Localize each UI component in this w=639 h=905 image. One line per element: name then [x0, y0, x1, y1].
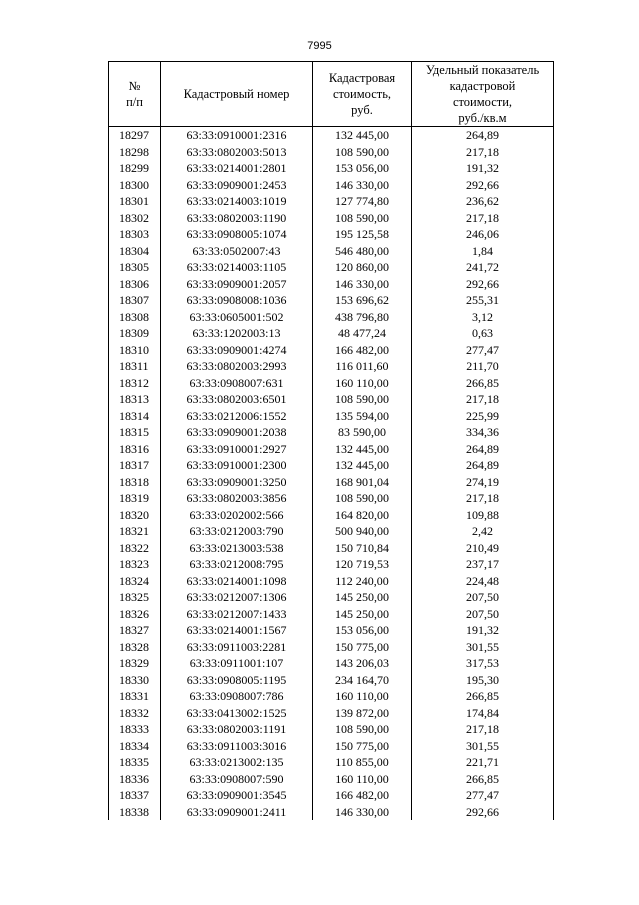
cadastral-value: 132 445,00 — [313, 441, 412, 458]
table-row — [109, 771, 554, 788]
header-cadastral-number: Кадастровый номер — [161, 62, 313, 127]
cadastral-number: 63:33:0910001:2316 — [161, 127, 313, 144]
header-cadastral-value: Кадастровая стоимость, руб. — [313, 62, 412, 127]
cadastral-number: 63:33:0413002:1525 — [161, 705, 313, 722]
row-num: 18330 — [109, 672, 161, 689]
cadastral-value: 166 482,00 — [313, 787, 412, 804]
row-num: 18301 — [109, 193, 161, 210]
row-num: 18306 — [109, 276, 161, 293]
cadastral-value: 146 330,00 — [313, 804, 412, 821]
table-row — [109, 193, 554, 210]
cadastral-value: 145 250,00 — [313, 589, 412, 606]
specific-value: 241,72 — [412, 259, 554, 276]
cadastral-value: 500 940,00 — [313, 523, 412, 540]
row-num: 18299 — [109, 160, 161, 177]
specific-value: 301,55 — [412, 639, 554, 656]
row-num: 18326 — [109, 606, 161, 623]
cadastral-value: 153 056,00 — [313, 160, 412, 177]
row-num: 18319 — [109, 490, 161, 507]
row-num: 18322 — [109, 540, 161, 557]
specific-value: 277,47 — [412, 787, 554, 804]
cadastral-number: 63:33:0502007:43 — [161, 243, 313, 260]
table-row — [109, 655, 554, 672]
specific-value: 109,88 — [412, 507, 554, 524]
specific-value: 211,70 — [412, 358, 554, 375]
table-row — [109, 408, 554, 425]
specific-value: 264,89 — [412, 127, 554, 144]
cadastral-value: 112 240,00 — [313, 573, 412, 590]
table-row — [109, 688, 554, 705]
cadastral-value: 108 590,00 — [313, 490, 412, 507]
table-row — [109, 259, 554, 276]
specific-value: 334,36 — [412, 424, 554, 441]
cadastral-number: 63:33:0802003:1190 — [161, 210, 313, 227]
specific-value: 266,85 — [412, 771, 554, 788]
table-row — [109, 474, 554, 491]
cadastral-value: 116 011,60 — [313, 358, 412, 375]
cadastral-value: 160 110,00 — [313, 688, 412, 705]
cadastral-value: 132 445,00 — [313, 457, 412, 474]
table-row — [109, 342, 554, 359]
cadastral-value: 160 110,00 — [313, 375, 412, 392]
specific-value: 301,55 — [412, 738, 554, 755]
specific-value: 217,18 — [412, 721, 554, 738]
cadastral-number: 63:33:0214001:2801 — [161, 160, 313, 177]
cadastral-value-table — [108, 61, 554, 820]
specific-value: 2,42 — [412, 523, 554, 540]
cadastral-number: 63:33:0212007:1433 — [161, 606, 313, 623]
cadastral-value: 135 594,00 — [313, 408, 412, 425]
cadastral-number: 63:33:0909001:2453 — [161, 177, 313, 194]
row-num: 18336 — [109, 771, 161, 788]
specific-value: 0,63 — [412, 325, 554, 342]
row-num: 18321 — [109, 523, 161, 540]
cadastral-number: 63:33:0910001:2300 — [161, 457, 313, 474]
cadastral-value: 150 710,84 — [313, 540, 412, 557]
cadastral-number: 63:33:0909001:2057 — [161, 276, 313, 293]
cadastral-number: 63:33:0909001:2411 — [161, 804, 313, 821]
row-num: 18334 — [109, 738, 161, 755]
row-num: 18308 — [109, 309, 161, 326]
cadastral-value: 139 872,00 — [313, 705, 412, 722]
cadastral-number: 63:33:0909001:4274 — [161, 342, 313, 359]
table-row — [109, 226, 554, 243]
cadastral-value: 145 250,00 — [313, 606, 412, 623]
cadastral-number: 63:33:0909001:2038 — [161, 424, 313, 441]
cadastral-number: 63:33:0212007:1306 — [161, 589, 313, 606]
specific-value: 3,12 — [412, 309, 554, 326]
table-row — [109, 441, 554, 458]
cadastral-value: 143 206,03 — [313, 655, 412, 672]
specific-value: 264,89 — [412, 441, 554, 458]
row-num: 18335 — [109, 754, 161, 771]
row-num: 18333 — [109, 721, 161, 738]
specific-value: 221,71 — [412, 754, 554, 771]
row-num: 18315 — [109, 424, 161, 441]
row-num: 18300 — [109, 177, 161, 194]
specific-value: 277,47 — [412, 342, 554, 359]
specific-value: 236,62 — [412, 193, 554, 210]
cadastral-value: 110 855,00 — [313, 754, 412, 771]
cadastral-value: 153 056,00 — [313, 622, 412, 639]
table-row — [109, 160, 554, 177]
row-num: 18305 — [109, 259, 161, 276]
table-row — [109, 540, 554, 557]
row-num: 18298 — [109, 144, 161, 161]
cadastral-value: 234 164,70 — [313, 672, 412, 689]
row-num: 18337 — [109, 787, 161, 804]
cadastral-number: 63:33:0908005:1074 — [161, 226, 313, 243]
table-row — [109, 127, 554, 144]
row-num: 18313 — [109, 391, 161, 408]
table-body — [109, 127, 554, 821]
specific-value: 207,50 — [412, 606, 554, 623]
table-row — [109, 523, 554, 540]
cadastral-value: 166 482,00 — [313, 342, 412, 359]
cadastral-value: 164 820,00 — [313, 507, 412, 524]
table-row — [109, 177, 554, 194]
cadastral-number: 63:33:0908008:1036 — [161, 292, 313, 309]
cadastral-number: 63:33:0911003:2281 — [161, 639, 313, 656]
table-row — [109, 507, 554, 524]
cadastral-number: 63:33:0908007:590 — [161, 771, 313, 788]
table-row — [109, 144, 554, 161]
cadastral-number: 63:33:0802003:1191 — [161, 721, 313, 738]
cadastral-value: 150 775,00 — [313, 639, 412, 656]
specific-value: 225,99 — [412, 408, 554, 425]
row-num: 18327 — [109, 622, 161, 639]
table-row — [109, 754, 554, 771]
cadastral-value: 160 110,00 — [313, 771, 412, 788]
specific-value: 255,31 — [412, 292, 554, 309]
table-row — [109, 606, 554, 623]
specific-value: 264,89 — [412, 457, 554, 474]
specific-value: 207,50 — [412, 589, 554, 606]
cadastral-value: 127 774,80 — [313, 193, 412, 210]
specific-value: 217,18 — [412, 391, 554, 408]
table-row — [109, 490, 554, 507]
cadastral-number: 63:33:1202003:13 — [161, 325, 313, 342]
row-num: 18316 — [109, 441, 161, 458]
page-number: 7995 — [307, 40, 332, 52]
table-row — [109, 292, 554, 309]
row-num: 18310 — [109, 342, 161, 359]
cadastral-value: 438 796,80 — [313, 309, 412, 326]
specific-value: 191,32 — [412, 160, 554, 177]
specific-value: 292,66 — [412, 177, 554, 194]
cadastral-number: 63:33:0214001:1098 — [161, 573, 313, 590]
table-row — [109, 573, 554, 590]
header-num: № п/п — [109, 62, 161, 127]
cadastral-number: 63:33:0214001:1567 — [161, 622, 313, 639]
cadastral-number: 63:33:0908005:1195 — [161, 672, 313, 689]
row-num: 18325 — [109, 589, 161, 606]
table-row — [109, 276, 554, 293]
row-num: 18320 — [109, 507, 161, 524]
cadastral-value: 146 330,00 — [313, 276, 412, 293]
specific-value: 217,18 — [412, 210, 554, 227]
row-num: 18331 — [109, 688, 161, 705]
row-num: 18307 — [109, 292, 161, 309]
cadastral-number: 63:33:0212003:790 — [161, 523, 313, 540]
cadastral-value: 150 775,00 — [313, 738, 412, 755]
table-row — [109, 309, 554, 326]
cadastral-value: 83 590,00 — [313, 424, 412, 441]
specific-value: 217,18 — [412, 144, 554, 161]
specific-value: 317,53 — [412, 655, 554, 672]
table-row — [109, 358, 554, 375]
specific-value: 195,30 — [412, 672, 554, 689]
row-num: 18303 — [109, 226, 161, 243]
specific-value: 266,85 — [412, 688, 554, 705]
cadastral-number: 63:33:0911001:107 — [161, 655, 313, 672]
cadastral-value: 108 590,00 — [313, 391, 412, 408]
specific-value: 217,18 — [412, 490, 554, 507]
row-num: 18304 — [109, 243, 161, 260]
row-num: 18317 — [109, 457, 161, 474]
row-num: 18312 — [109, 375, 161, 392]
cadastral-number: 63:33:0910001:2927 — [161, 441, 313, 458]
cadastral-value: 132 445,00 — [313, 127, 412, 144]
table-row — [109, 391, 554, 408]
table-row — [109, 457, 554, 474]
cadastral-number: 63:33:0909001:3250 — [161, 474, 313, 491]
table-row — [109, 325, 554, 342]
specific-value: 237,17 — [412, 556, 554, 573]
specific-value: 224,48 — [412, 573, 554, 590]
cadastral-number: 63:33:0911003:3016 — [161, 738, 313, 755]
cadastral-number: 63:33:0802003:3856 — [161, 490, 313, 507]
cadastral-value: 48 477,24 — [313, 325, 412, 342]
header-specific-value: Удельный показатель кадастровой стоимости, руб./кв.м — [412, 62, 554, 127]
specific-value: 210,49 — [412, 540, 554, 557]
specific-value: 191,32 — [412, 622, 554, 639]
row-num: 18328 — [109, 639, 161, 656]
cadastral-number: 63:33:0214003:1105 — [161, 259, 313, 276]
row-num: 18302 — [109, 210, 161, 227]
cadastral-value: 168 901,04 — [313, 474, 412, 491]
row-num: 18311 — [109, 358, 161, 375]
table-row — [109, 721, 554, 738]
table-row — [109, 705, 554, 722]
table-row — [109, 375, 554, 392]
specific-value: 174,84 — [412, 705, 554, 722]
row-num: 18338 — [109, 804, 161, 821]
cadastral-value: 120 719,53 — [313, 556, 412, 573]
specific-value: 274,19 — [412, 474, 554, 491]
cadastral-number: 63:33:0802003:2993 — [161, 358, 313, 375]
cadastral-value: 108 590,00 — [313, 144, 412, 161]
row-num: 18324 — [109, 573, 161, 590]
specific-value: 266,85 — [412, 375, 554, 392]
cadastral-number: 63:33:0213002:135 — [161, 754, 313, 771]
cadastral-number: 63:33:0908007:786 — [161, 688, 313, 705]
cadastral-number: 63:33:0908007:631 — [161, 375, 313, 392]
specific-value: 1,84 — [412, 243, 554, 260]
specific-value: 246,06 — [412, 226, 554, 243]
cadastral-number: 63:33:0212006:1552 — [161, 408, 313, 425]
table-row — [109, 556, 554, 573]
cadastral-number: 63:33:0202002:566 — [161, 507, 313, 524]
row-num: 18323 — [109, 556, 161, 573]
table-row — [109, 243, 554, 260]
cadastral-value: 546 480,00 — [313, 243, 412, 260]
table-row — [109, 210, 554, 227]
specific-value: 292,66 — [412, 276, 554, 293]
table-row — [109, 787, 554, 804]
cadastral-number: 63:33:0605001:502 — [161, 309, 313, 326]
table-header — [109, 62, 554, 127]
cadastral-number: 63:33:0802003:5013 — [161, 144, 313, 161]
table-row — [109, 622, 554, 639]
table-row — [109, 639, 554, 656]
specific-value: 292,66 — [412, 804, 554, 821]
row-num: 18318 — [109, 474, 161, 491]
table-row — [109, 738, 554, 755]
row-num: 18297 — [109, 127, 161, 144]
cadastral-number: 63:33:0909001:3545 — [161, 787, 313, 804]
row-num: 18332 — [109, 705, 161, 722]
row-num: 18314 — [109, 408, 161, 425]
table-row — [109, 672, 554, 689]
cadastral-number: 63:33:0214003:1019 — [161, 193, 313, 210]
cadastral-value: 153 696,62 — [313, 292, 412, 309]
table-row — [109, 589, 554, 606]
cadastral-number: 63:33:0213003:538 — [161, 540, 313, 557]
cadastral-number: 63:33:0802003:6501 — [161, 391, 313, 408]
table-row — [109, 804, 554, 821]
cadastral-value: 108 590,00 — [313, 210, 412, 227]
row-num: 18329 — [109, 655, 161, 672]
cadastral-number: 63:33:0212008:795 — [161, 556, 313, 573]
row-num: 18309 — [109, 325, 161, 342]
cadastral-value: 195 125,58 — [313, 226, 412, 243]
cadastral-value: 108 590,00 — [313, 721, 412, 738]
cadastral-value: 120 860,00 — [313, 259, 412, 276]
table-row — [109, 424, 554, 441]
cadastral-value: 146 330,00 — [313, 177, 412, 194]
